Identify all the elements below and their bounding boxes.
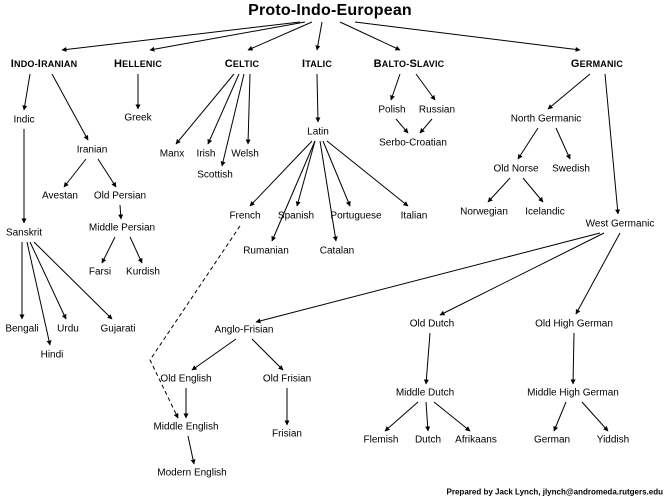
node-middle-english: Middle English [153, 421, 219, 433]
edge-old-norse-to-norwegian [488, 178, 510, 202]
node-middle-persian: Middle Persian [88, 222, 156, 234]
node-iranian: Iranian [76, 144, 108, 156]
node-latin: Latin [307, 126, 329, 138]
edge-balto-slavic-to-russian [416, 74, 435, 100]
edge-latin-to-spanish [297, 141, 315, 206]
branch-label-celtic: CELTIC [224, 58, 260, 70]
edge-latin-to-rumanian [272, 141, 315, 241]
node-farsi: Farsi [88, 266, 112, 278]
edge-iranian-to-avestan [64, 159, 86, 187]
branch-label-balto-slavic: BALTO-SLAVIC [373, 58, 445, 70]
edge-polish-to-serbo-croatian [396, 119, 408, 133]
node-bengali: Bengali [5, 323, 39, 335]
edge-anglo-frisian-to-old-english [192, 339, 236, 370]
edge-germanic-to-west-germanic [605, 74, 618, 214]
edge-north-germanic-to-old-norse [518, 128, 538, 159]
node-catalan: Catalan [319, 245, 355, 257]
edge-anglo-frisian-to-old-frisian [252, 339, 283, 370]
node-yiddish: Yiddish [596, 434, 630, 446]
node-old-english: Old English [160, 373, 212, 385]
node-russian: Russian [418, 104, 456, 116]
node-middle-dutch: Middle Dutch [395, 387, 455, 399]
node-italian: Italian [400, 210, 428, 222]
node-indic: Indic [13, 114, 35, 126]
edge-middle-dutch-to-dutch [426, 402, 428, 431]
node-irish: Irish [196, 148, 216, 160]
edge-germanic-to-north-germanic [548, 74, 590, 109]
edge-celtic-to-manx [176, 74, 234, 144]
branch-label-italic: ITALIC [301, 58, 333, 70]
edge-iranian-to-old-persian [98, 159, 116, 187]
edge-latin-to-italian [327, 141, 408, 206]
edge-indo-iranian-to-iranian [52, 74, 88, 140]
edge-middle-dutch-to-flemish [385, 402, 418, 431]
node-gujarati: Gujarati [100, 323, 136, 335]
edge-french-to-middle-english [150, 226, 240, 418]
edge-proto-indo-european-to-hellenic [150, 22, 305, 50]
node-north-germanic: North Germanic [510, 113, 582, 125]
edge-latin-to-portuguese [323, 141, 350, 206]
edge-italic-to-latin [317, 74, 318, 122]
node-portuguese: Portuguese [330, 210, 382, 222]
node-german: German [533, 434, 571, 446]
edge-old-norse-to-icelandic [523, 178, 543, 202]
edge-old-persian-to-middle-persian [120, 205, 121, 219]
edge-sanskrit-to-urdu [30, 242, 66, 319]
edge-proto-indo-european-to-germanic [355, 22, 580, 50]
node-hindi: Hindi [40, 349, 64, 361]
edge-proto-indo-european-to-indo-iranian [62, 22, 300, 50]
node-dutch: Dutch [414, 434, 442, 446]
edge-celtic-to-irish [208, 74, 239, 144]
node-modern-english: Modern English [157, 467, 227, 479]
credit-line: Prepared by Jack Lynch, jlynch@andromeda.rutgers.edu [446, 487, 663, 497]
node-norwegian: Norwegian [460, 206, 508, 218]
branch-label-germanic: GERMANIC [570, 58, 624, 70]
node-swedish: Swedish [552, 163, 590, 175]
node-anglo-frisian: Anglo-Frisian [214, 324, 274, 336]
node-welsh: Welsh [231, 148, 259, 160]
edge-middle-english-to-modern-english [188, 436, 194, 464]
node-greek: Greek [124, 112, 152, 124]
branch-label-indo-iranian: INDO-IRANIAN [10, 58, 78, 70]
edge-proto-indo-european-to-celtic [248, 22, 312, 50]
node-old-persian: Old Persian [93, 190, 147, 202]
edge-proto-indo-european-to-balto-slavic [340, 22, 400, 50]
node-icelandic: Icelandic [525, 206, 565, 218]
edge-middle-persian-to-farsi [102, 237, 115, 263]
edge-indo-iranian-to-indic [24, 74, 30, 110]
edge-west-germanic-to-old-high-german [576, 233, 620, 314]
node-west-germanic: West Germanic [585, 218, 655, 230]
node-old-high-german: Old High German [535, 318, 613, 330]
page-title: Proto-Indo-European [248, 2, 412, 19]
edge-latin-to-catalan [320, 141, 336, 241]
branch-label-hellenic: HELLENIC [113, 58, 163, 70]
edge-old-high-german-to-middle-high-german [573, 333, 574, 384]
edge-old-dutch-to-middle-dutch [426, 333, 430, 384]
node-flemish: Flemish [363, 434, 399, 446]
node-rumanian: Rumanian [243, 245, 289, 257]
edge-sanskrit-to-gujarati [34, 242, 112, 319]
node-serbo-croatian: Serbo-Croatian [379, 137, 447, 149]
edge-west-germanic-to-old-dutch [440, 233, 604, 315]
edge-balto-slavic-to-polish [391, 74, 400, 100]
edge-middle-persian-to-kurdish [130, 237, 142, 263]
edge-middle-high-german-to-german [554, 402, 566, 431]
node-kurdish: Kurdish [126, 266, 160, 278]
edge-proto-indo-european-to-italic [317, 22, 322, 50]
node-old-norse: Old Norse [493, 163, 539, 175]
node-middle-high-german: Middle High German [527, 387, 619, 399]
edge-west-germanic-to-anglo-frisian [256, 233, 600, 322]
edge-celtic-to-welsh [248, 74, 250, 144]
node-polish: Polish [378, 104, 406, 116]
node-urdu: Urdu [57, 323, 79, 335]
node-afrikaans: Afrikaans [455, 434, 497, 446]
node-frisian: Frisian [271, 428, 303, 440]
node-avestan: Avestan [42, 190, 78, 202]
node-sanskrit: Sanskrit [5, 227, 43, 239]
edge-russian-to-serbo-croatian [420, 119, 432, 133]
edge-middle-dutch-to-afrikaans [434, 402, 470, 431]
edge-middle-high-german-to-yiddish [582, 402, 608, 431]
edge-latin-to-french [250, 141, 312, 206]
node-manx: Manx [159, 148, 185, 160]
node-spanish: Spanish [277, 210, 315, 222]
node-french: French [229, 210, 261, 222]
node-old-dutch: Old Dutch [409, 318, 455, 330]
node-scottish: Scottish [197, 169, 233, 181]
edge-north-germanic-to-swedish [556, 128, 570, 159]
node-old-frisian: Old Frisian [262, 373, 312, 385]
